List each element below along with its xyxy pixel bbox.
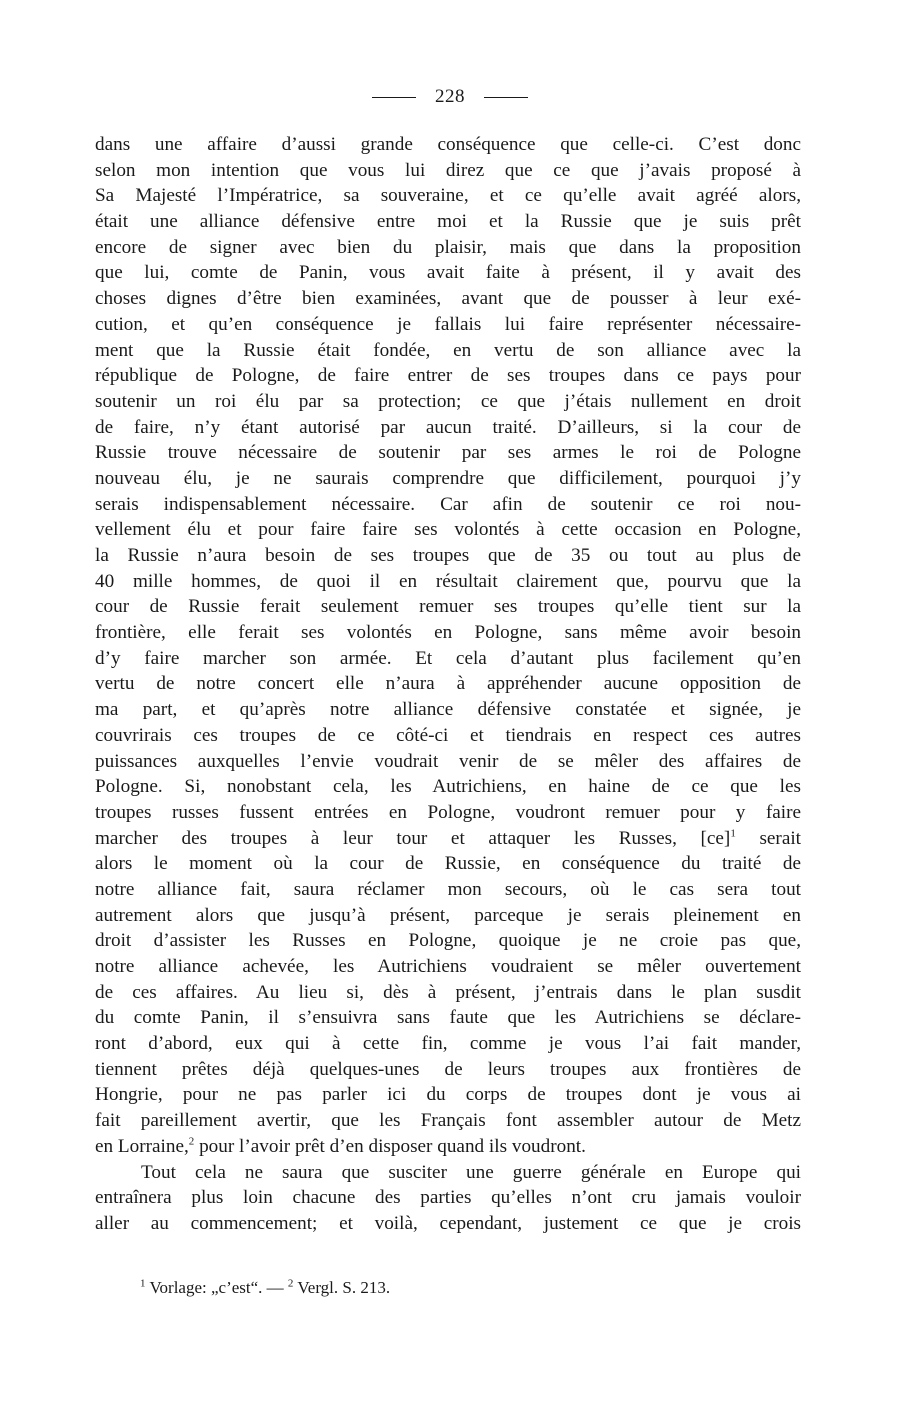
footnote-2-number: 2 <box>287 1277 294 1290</box>
text-line-content: vellement élu et pour faire faire ses volontés à cette occasion en Pologne, <box>95 519 801 541</box>
text-line <box>95 671 801 697</box>
text-line <box>95 723 801 749</box>
text-line-content: encore de signer avec bien du plaisir, mais que dans la proposition <box>95 236 801 258</box>
text-line <box>95 1031 801 1057</box>
text-line <box>95 158 801 184</box>
text-line <box>95 1134 801 1160</box>
text-line-content: notre alliance fait, saura réclamer mon secours, où le cas sera tout <box>95 878 801 900</box>
text-line <box>95 338 801 364</box>
text-line-content: ront d’abord, eux qui à cette fin, comme je vous l’ai fait mander, <box>95 1033 801 1055</box>
text-line-content: de ces affaires. Au lieu si, dès à présent, j’entrais dans le plan susdit <box>95 981 801 1003</box>
footnote-marker: 1 <box>730 827 736 840</box>
text-line <box>95 466 801 492</box>
footnote-1-number: 1 <box>140 1277 146 1290</box>
text-line-content: puissances auxquelles l’envie voudrait venir de se mêler des affaires de <box>95 750 801 772</box>
text-line <box>95 517 801 543</box>
text-line-content: nouveau élu, je ne saurais comprendre que difficilement, pourquoi j’y <box>95 467 801 489</box>
text-line <box>95 1005 801 1031</box>
footnote-1 <box>140 1278 288 1297</box>
text-line-content: couvrirais ces troupes de ce côté-ci et tiendrais en respect ces autres <box>95 724 801 746</box>
text-line <box>95 492 801 518</box>
text-line <box>95 415 801 441</box>
text-line <box>95 440 801 466</box>
text-line-content: Russie trouve nécessaire de soutenir par ses armes le roi de Pologne <box>95 442 801 464</box>
text-line <box>95 697 801 723</box>
text-line <box>95 235 801 261</box>
text-line <box>95 389 801 415</box>
text-line <box>95 620 801 646</box>
text-line <box>95 286 801 312</box>
text-line-content: cution, et qu’en conséquence je fallais lui faire représenter nécessaire- <box>95 313 801 335</box>
text-line <box>95 260 801 286</box>
text-line-content: frontière, elle ferait ses volontés en Pologne, sans même avoir besoin <box>95 622 801 644</box>
text-line <box>95 749 801 775</box>
text-line <box>95 363 801 389</box>
text-line-content: fait pareillement avertir, que les Français font assembler autour de Metz <box>95 1110 801 1132</box>
text-line <box>95 980 801 1006</box>
text-line-content: Pologne. Si, nonobstant cela, les Autrichiens, en haine de ce que les <box>95 776 801 798</box>
text-line-content: troupes russes fussent entrées en Pologne, voudront remuer pour y faire <box>95 801 801 823</box>
text-line <box>95 928 801 954</box>
text-line <box>95 209 801 235</box>
text-line <box>95 903 801 929</box>
text-line <box>95 312 801 338</box>
text-line-content: 40 mille hommes, de quoi il en résultait clairement que, pourvu que la <box>95 570 801 592</box>
text-line-content: république de Pologne, de faire entrer de ses troupes dans ce pays pour <box>95 365 801 387</box>
text-line <box>95 183 801 209</box>
text-line <box>95 569 801 595</box>
text-line-content: notre alliance achevée, les Autrichiens voudraient se mêler ouvertement <box>95 956 801 977</box>
text-line-content: la Russie n’aura besoin de ses troupes que de 35 ou tout au plus de <box>95 545 801 566</box>
text-line <box>95 1160 801 1186</box>
text-line <box>95 851 801 877</box>
text-line <box>95 594 801 620</box>
footnote-marker: 2 <box>188 1135 195 1148</box>
text-line-content: ma part, et qu’après notre alliance défensive constatée et signée, je <box>95 699 801 721</box>
text-line <box>95 1108 801 1134</box>
text-line-content: en Lorraine, <box>95 1135 189 1157</box>
text-line-content: aller au commencement; et voilà, cependant, justement ce que je crois <box>95 1212 801 1234</box>
text-line-content: Sa Majesté l’Impératrice, sa souveraine, et ce qu’elle avait agréé alors, <box>95 185 801 207</box>
footnotes <box>140 1277 800 1299</box>
text-line-content: marcher des troupes à leur tour et attaquer les Russes, [ce] <box>95 827 731 849</box>
text-line <box>95 800 801 826</box>
text-line-content: soutenir un roi élu par sa protection; ce que j’étais nullement en droit <box>95 390 801 412</box>
text-line-content: tiennent prêtes déjà quelques-unes de leurs troupes aux frontières de <box>95 1058 801 1080</box>
text-line <box>95 877 801 903</box>
text-line-continuation: serait <box>735 827 801 849</box>
text-line-content: choses dignes d’être bien examinées, avant que de pousser à leur exé- <box>95 288 801 310</box>
text-line-content: Tout cela ne saura que susciter une guerre générale en Europe qui <box>141 1161 801 1183</box>
text-line-content: de faire, n’y étant autorisé par aucun traité. D’ailleurs, si la cour de <box>95 416 801 438</box>
text-line <box>95 774 801 800</box>
text-line-content: dans une affaire d’aussi grande conséquence que celle-ci. C’est donc <box>95 134 801 155</box>
footnote-1-text: Vorlage: „c’est“. — <box>149 1278 284 1297</box>
text-line-content: cour de Russie ferait seulement remuer ses troupes qu’elle tient sur la <box>95 596 801 618</box>
text-line-content: selon mon intention que vous lui direz que ce que j’avais proposé à <box>95 159 801 181</box>
main-text <box>95 132 801 1237</box>
text-line-content: ment que la Russie était fondée, en vertu de son alliance avec la <box>95 339 801 361</box>
text-line <box>95 826 801 852</box>
footnote-2 <box>288 1278 390 1297</box>
text-line-content: d’y faire marcher son armée. Et cela d’autant plus facilement qu’en <box>95 647 801 669</box>
header-dash-left <box>372 97 416 98</box>
text-line <box>95 1211 801 1237</box>
header-dash-right <box>484 97 528 98</box>
text-line <box>95 1082 801 1108</box>
text-line-content: du comte Panin, il s’ensuivra sans faute que les Autrichiens se déclare- <box>95 1007 801 1029</box>
text-line <box>95 543 801 569</box>
text-line-content: était une alliance défensive entre moi et la Russie que je suis prêt <box>95 211 801 233</box>
text-line-content: autrement alors que jusqu’à présent, parceque je serais pleinement en <box>95 904 801 926</box>
text-line-content: vertu de notre concert elle n’aura à appréhender aucune opposition de <box>95 673 801 695</box>
page-number: 228 <box>435 86 465 107</box>
footnote-2-text: Vergl. S. 213. <box>297 1278 391 1297</box>
text-line <box>95 646 801 672</box>
text-line <box>95 954 801 980</box>
text-line-content: droit d’assister les Russes en Pologne, quoique je ne croie pas que, <box>95 930 801 952</box>
text-line-content: serais indispensablement nécessaire. Car afin de soutenir ce roi nou- <box>95 493 801 515</box>
text-line-continuation: pour l’avoir prêt d’en disposer quand ils voudront. <box>194 1135 586 1157</box>
text-line <box>95 1057 801 1083</box>
text-line-content: Hongrie, pour ne pas parler ici du corps de troupes dont je vous ai <box>95 1084 801 1106</box>
text-line-content: que lui, comte de Panin, vous avait faite à présent, il y avait des <box>95 262 801 284</box>
text-line-content: entraînera plus loin chacune des parties qu’elles n’ont cru jamais vouloir <box>95 1187 801 1209</box>
text-line <box>95 1185 801 1211</box>
text-line-content: alors le moment où la cour de Russie, en conséquence du traité de <box>95 853 801 875</box>
text-line <box>95 132 801 158</box>
page-header <box>0 86 900 108</box>
